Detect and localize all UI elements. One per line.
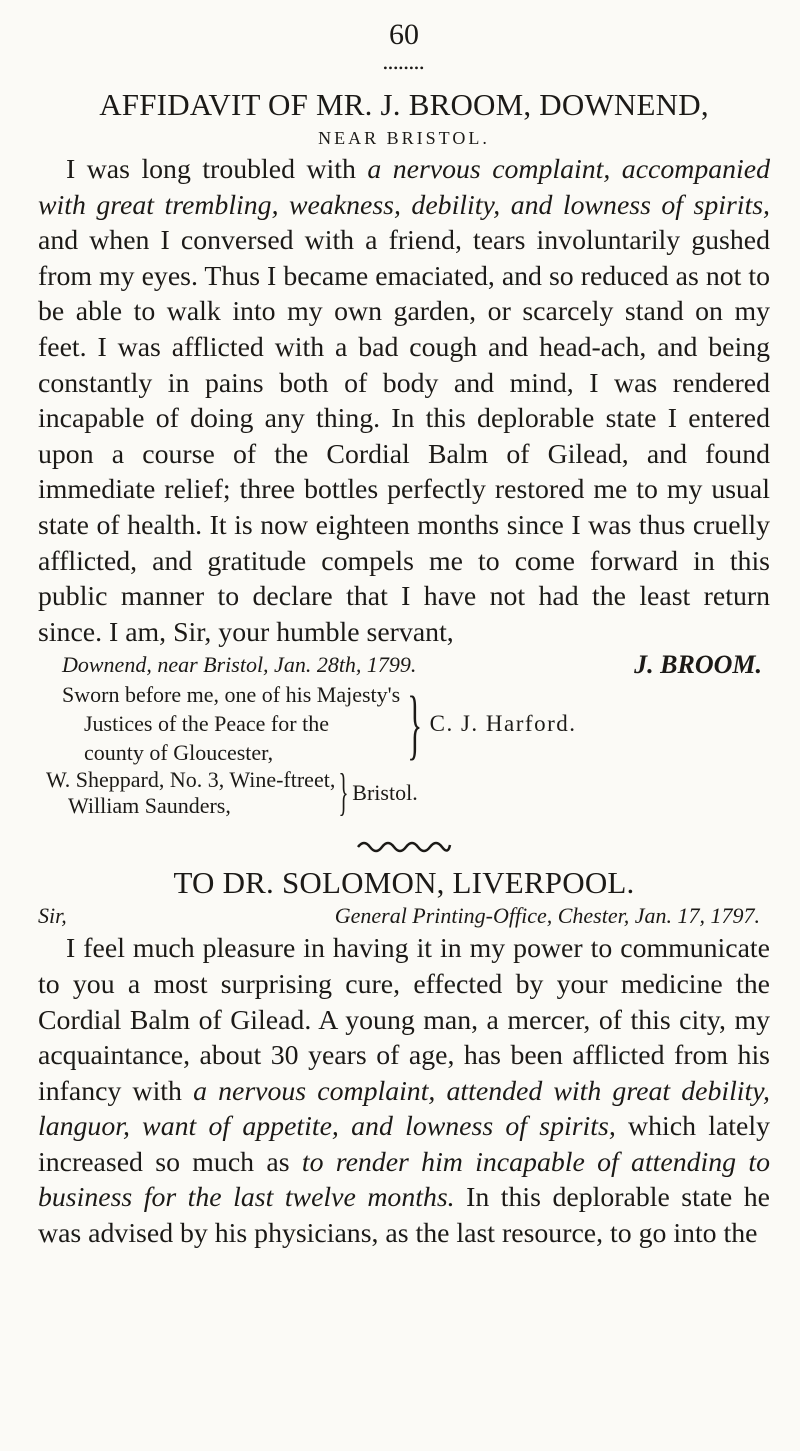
justice-name: C. J. Harford. xyxy=(429,711,577,737)
letter-italic-1: a nervous complaint, attended with great debility, languor, want of appetite, and lowness of spirits, xyxy=(38,1075,770,1143)
affidavit-text-2: and when I conversed with a friend, tears involuntarily gushed from my eyes. Thus I became emaciated, and so reduced as not to be able to walk into my own garden, or scarcely stand on my feet. I was afflicted with a bad cough and head-ach, and being constantly in pains both of body and mind, I was rendered incapable of doing any thing. In this deplorable state I entered upon a course of the Cordial Balm of Gilead, and found immediate relief; three bottles perfectly restored me to my usual state of health. It is now eighteen months since I was thus cruelly afflicted, and gratitude compels me to come forward in this public manner to declare that I have not had the least return since. I am, Sir, your humble servant, xyxy=(38,225,770,648)
affidavit-text-1: I was long troubled with xyxy=(66,154,368,185)
wavy-divider-graphic xyxy=(354,819,454,865)
affidavit-title: AFFIDAVIT OF MR. J. BROOM, DOWNEND, xyxy=(99,87,709,122)
letter-title: TO DR. SOLOMON, LIVERPOOL. xyxy=(173,865,635,901)
signature-row xyxy=(38,650,770,680)
wavy-divider xyxy=(38,819,770,865)
dateline-text: General Printing-Office, Chester, Jan. 17, 1797. xyxy=(334,903,760,929)
affidavit-subtitle: NEAR BRISTOL. xyxy=(318,128,490,148)
witness-block xyxy=(38,764,770,822)
witness-line-2: William Saunders, xyxy=(68,793,231,819)
letter-text-2: which lately increased so much as xyxy=(38,1111,770,1178)
letter-italic-2: to render him incapable of attending to business for the last twelve months. xyxy=(38,1146,770,1214)
witness-line-1: W. Sheppard, No. 3, Wine-ftreet, xyxy=(46,767,336,793)
sworn-line-3: county of Gloucester, xyxy=(84,740,274,766)
salutation: Sir, xyxy=(38,903,67,929)
sworn-line-1: Sworn before me, one of his Majesty's xyxy=(62,682,401,708)
signature: J. BROOM. xyxy=(634,650,762,680)
brace-glyph: } xyxy=(407,679,423,767)
sworn-block xyxy=(38,680,770,767)
letter-dateline xyxy=(38,901,770,931)
place-date: Downend, near Bristol, Jan. 28th, 1799. xyxy=(62,652,417,678)
witness-lines xyxy=(46,767,335,819)
affidavit-body xyxy=(38,152,770,650)
brace-glyph-small: } xyxy=(338,764,349,822)
page-number: 60 xyxy=(389,18,419,51)
sworn-line-2: Justices of the Peace for the xyxy=(84,711,329,737)
affidavit-italic-1: a nervous complaint, accompanied with great trembling, weakness, debility, and lowness of spirits, xyxy=(38,154,771,221)
letter-text-3: In this deplorable state he was advised by his physicians, as the last resource, to go into the xyxy=(38,1182,770,1250)
letter-text-1: I feel much pleasure in having it in my power to communicate to you a most surprising cure, effected by your medicine the Cordial Balm of Gilead. A young man, a mercer, of this city, my acquaintance, about 30 years of age, has been afflicted from his infancy with xyxy=(38,933,770,1107)
ornament-rule: •••••••• xyxy=(383,61,425,75)
letter-body xyxy=(38,931,770,1251)
witness-place: Bristol. xyxy=(352,780,418,806)
sworn-lines xyxy=(62,680,400,767)
